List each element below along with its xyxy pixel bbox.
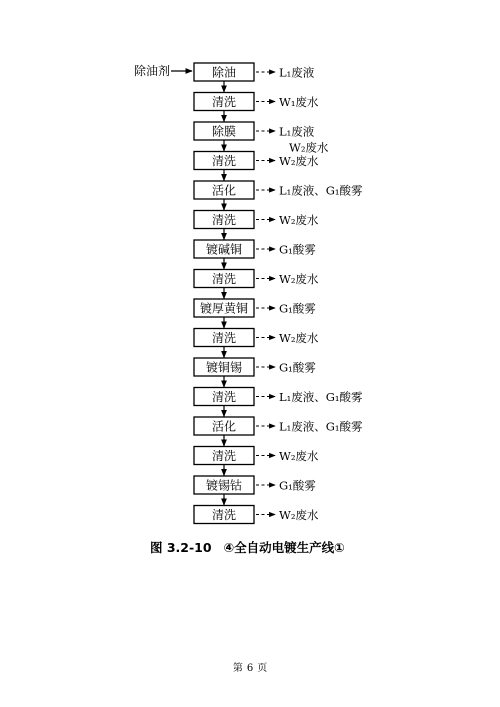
- output-label: W₂废水: [289, 140, 329, 155]
- output-label: W₂废水: [279, 213, 319, 227]
- process-step: [194, 270, 319, 299]
- process-step-label: 除膜: [211, 124, 237, 139]
- process-step-label: 镀厚黄铜: [199, 301, 249, 316]
- process-step-label: 镀碱铜: [205, 242, 243, 257]
- output-label: W₂废水: [279, 508, 319, 522]
- process-step: [194, 358, 316, 387]
- page-suffix: 页: [257, 663, 268, 674]
- output-label: W₂废水: [279, 272, 319, 286]
- process-step-label: 活化: [211, 183, 237, 198]
- process-step: [194, 181, 363, 210]
- page-number: [0, 659, 500, 674]
- output-label: L₁废液、G₁酸雾: [279, 183, 363, 198]
- output-label: L₁废液: [279, 65, 315, 80]
- process-step-label: 清洗: [211, 213, 237, 227]
- process-step-label: 清洗: [211, 154, 237, 168]
- process-step: [194, 93, 319, 122]
- process-step: [194, 240, 316, 269]
- process-step: [194, 152, 319, 181]
- output-label: G₁酸雾: [279, 478, 316, 493]
- output-label: W₂废水: [279, 154, 319, 168]
- output-label: G₁酸雾: [279, 301, 316, 316]
- process-step-label: 清洗: [211, 508, 237, 522]
- process-step-label: 清洗: [211, 272, 237, 286]
- output-label: W₂废水: [279, 331, 319, 345]
- input-label: 除油剂: [134, 64, 171, 78]
- output-label: G₁酸雾: [279, 360, 316, 375]
- output-label: W₂废水: [279, 449, 319, 463]
- figure-number: 图 3.2-10: [150, 540, 212, 555]
- process-step-label: 活化: [211, 419, 237, 434]
- process-step-label: 镀锡钴: [205, 478, 243, 493]
- output-label: W₁废水: [279, 95, 319, 109]
- output-label: G₁酸雾: [279, 242, 316, 257]
- process-step: [194, 388, 363, 417]
- process-step: [194, 447, 319, 476]
- process-step-label: 镀铜锡: [205, 360, 243, 375]
- process-step: [194, 63, 315, 92]
- process-step: [194, 329, 319, 358]
- page-number-value: 6: [246, 663, 254, 674]
- process-step-label: 清洗: [211, 95, 237, 109]
- process-step: [194, 211, 319, 240]
- output-label: L₁废液: [279, 124, 315, 139]
- process-step: [194, 476, 316, 505]
- page-prefix: 第: [232, 663, 243, 674]
- process-step-label: 清洗: [211, 449, 237, 463]
- figure-title: ④全自动电镀生产线①: [223, 540, 345, 555]
- process-step: [194, 506, 319, 524]
- process-step: [194, 417, 363, 446]
- process-step-label: 清洗: [211, 331, 237, 345]
- output-label: L₁废液、G₁酸雾: [279, 419, 363, 434]
- figure-caption: [150, 538, 357, 556]
- process-step-label: 清洗: [211, 390, 237, 404]
- output-label: L₁废液、G₁酸雾: [279, 390, 363, 404]
- process-step: [194, 122, 329, 155]
- process-step: [194, 299, 316, 328]
- process-step-label: 除油: [211, 65, 237, 80]
